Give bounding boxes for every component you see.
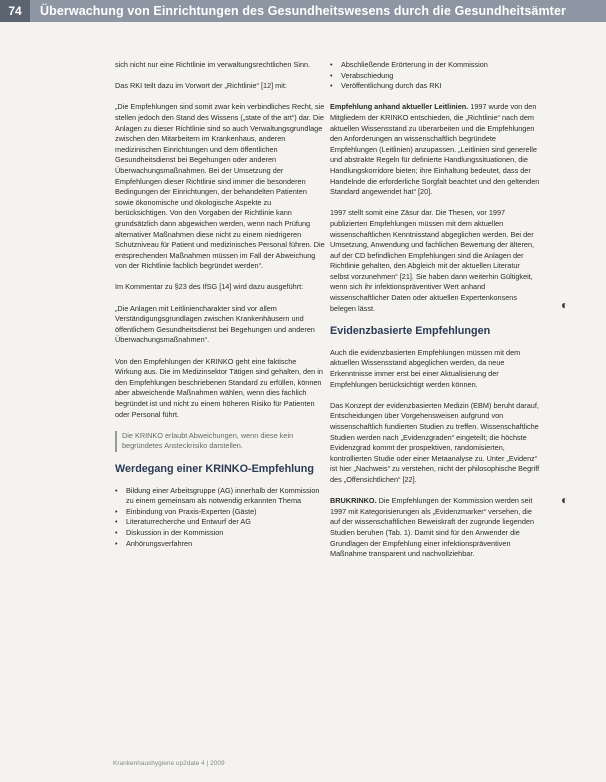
paragraph-text: 1997 wurde von den Mitgliedern der KRINKO entschieden, die „Richtlinie“ nach dem aktuellen Wissensstand zu überarbeiten und die Empfehlungen den Anforderungen an wissenschaftlich begründete Empfehlungen (Leitlinien) anzupassen. „Leitlinien sind generelle und abstrakte Regeln für definierte Handlungssituationen, die Handlungskorridore bieten; ihre Einhaltung bedeutet, dass der Handelnde die erforderliche Sorgfalt beachtet und den geltenden Standard angewendet hat“ [20]. bbox=[330, 102, 540, 197]
paragraph: Das Konzept der evidenzbasierten Medizin (EBM) beruht darauf, Entscheidungen über Vorgehensweisen aufgrund von wissenschaftlich fundierten Studien zu treffen. Wissenschaftliche Studien werden nach „Evidenzgraden“ eingeteilt; die höchste Evidenzgrad kommt der prospektiven, randomisierten, kontrollierten Studie oder einer Metaanalyse zu. Unter „Evidenz“ ist hier „Nachweis“ zu verstehen, nicht der philosophische Begriff des „Offensichtlichen“ [22]. bbox=[330, 400, 540, 484]
list-item: • Verabschiedung bbox=[341, 71, 540, 82]
right-column bbox=[330, 60, 540, 570]
paragraph: Das RKI teilt dazu im Vorwort der „Richtlinie“ [12] mit: bbox=[115, 81, 287, 91]
paragraph-text: Die Empfehlungen der Kommission werden seit 1997 mit Kategorisierungen als „Evidenzmarker“ versehen, die auf der wissenschaftlichen Beweiskraft der zugrunde liegenden Studien beruhen (Tab. 1). Damit sind für den Anwender die Grundlagen der Empfehlung einer infektionspräventiven Maßnahme transparent und nachvollziehbar. bbox=[330, 496, 535, 559]
paragraph: Von den Empfehlungen der KRINKO geht eine faktische Wirkung aus. Die im Medizinsektor Tätigen sind gehalten, den in den Empfehlungen beschriebenen Standard zu erfüllen, können aber abweichende Maßnahmen wählen, wenn dies fachlich begründet ist und nicht zu einem höheren Risiko für Patienten oder Personal führt. bbox=[115, 356, 323, 419]
chapter-title: Überwachung von Einrichtungen des Gesundheitswesens durch die Gesundheitsämter bbox=[40, 4, 566, 18]
paragraph bbox=[330, 102, 540, 197]
list-item: • Bildung einer Arbeitsgruppe (AG) innerhalb der Kommission zu einem gemeinsam als notwendig erkannten Thema bbox=[126, 486, 325, 507]
list-item: • Einbindung von Praxis-Experten (Gäste) bbox=[126, 507, 325, 518]
paragraph: Im Kommentar zu §23 des IfSG [14] wird dazu ausgeführt: bbox=[115, 282, 304, 292]
paragraph: 1997 stellt somit eine Zäsur dar. Die Thesen, vor 1997 publizierten Empfehlungen müssen mit dem aktuellen wissenschaftlichen Kenntnisstand abgeglichen werden. Bei der Umsetzung, Anwendung und fachlichen Bewertung der älteren, auf der CD befindlichen Empfehlungen sind die Anlagen der Richtlinie gehalten, den Abgleich mit der aktuellen Literatur selbst vorzunehmen“ [21]. Sie haben dann weiterhin Gültigkeit, wenn sich ihr infektionspräventiver Wert anhand wissenschaftlicher Daten oder aktuellen Expertenkonsens belegen lässt. bbox=[330, 208, 535, 313]
quote-block: „Die Anlagen mit Leitliniencharakter sind vor allem Verständigungsgrundlagen zwischen Krankenhäusern und öffentlichem Gesundheitsdienst bei Begehungen und anderen Überwachungsmaßnahmen“. bbox=[115, 303, 315, 345]
list-item: • Diskussion in der Kommission bbox=[126, 528, 325, 539]
paragraph: sich nicht nur eine Richtlinie im verwaltungsrechtlichen Sinn. bbox=[115, 60, 311, 69]
margin-note: Die KRINKO erlaubt Abweichungen, wenn diese kein begründetes Ansteckrisiko darstellen. bbox=[115, 431, 325, 452]
section-heading: Evidenzbasierte Empfehlungen bbox=[330, 324, 491, 337]
quote-block: „Die Empfehlungen sind somit zwar kein verbindliches Recht, sie stellen jedoch den Stand des Wissens („state of the art“) dar. Die Anlagen zu dieser Richtlinie sind so auch Verwaltungsgrundlage zwischen den Mitarbeitern im Krankenhaus, anderen medizinischen Einrichtungen und dem öffentlichen Gesundheitsdienst bei Begehungen oder anderen Überwachungsmaßnahmen. Bei der Umsetzung der Empfehlungen dieser Richtlinie sind immer die besonderen Bedingungen der Einrichtungen, der behandelten Patienten sowie ökonomische und ökologische Aspekte zu berücksichtigen. Von den Vorgaben der Richtlinie kann grundsätzlich dann abgewichen werden, wenn nach Prüfung alternativer Maßnahmen diese nicht zu einem niedrigeren Schutzniveau für Patient und medizinisches Personal führen. Die entsprechenden Maßnahmen müssen im Fall der Abweichung von der Richtlinie fachlich begründet werden“. bbox=[115, 102, 325, 271]
paragraph: Auch die evidenzbasierten Empfehlungen müssen mit dem aktuellen Wissensstand abgeglichen werden, da neue Erkenntnisse immer erst bei einer Aktualisierung der Empfehlungen berücksichtigt werden können. bbox=[330, 347, 521, 389]
list-item: • Anhörungsverfahren bbox=[126, 539, 325, 550]
running-header bbox=[0, 0, 606, 22]
bullet-list bbox=[330, 60, 540, 92]
list-item: • Veröffentlichung durch das RKI bbox=[341, 81, 540, 92]
page-number: 74 bbox=[0, 0, 30, 22]
run-in-heading: BRUKRINKO. bbox=[330, 496, 377, 506]
page-footer: Krankenhaushygiene up2date 4 | 2009 bbox=[113, 760, 225, 767]
bullet-list bbox=[115, 486, 325, 550]
binding-hole-mark: ◐ bbox=[561, 493, 569, 507]
run-in-heading: Empfehlung anhand aktueller Leitlinien. bbox=[330, 102, 469, 112]
binding-hole-mark: ◐ bbox=[561, 298, 569, 312]
list-item: • Literaturrecherche und Entwurf der AG bbox=[126, 517, 325, 528]
section-heading: Werdegang einer KRINKO-Empfehlung bbox=[115, 462, 314, 475]
paragraph bbox=[330, 496, 540, 560]
left-column bbox=[115, 60, 325, 560]
list-item: • Abschließende Erörterung in der Kommission bbox=[341, 60, 540, 71]
